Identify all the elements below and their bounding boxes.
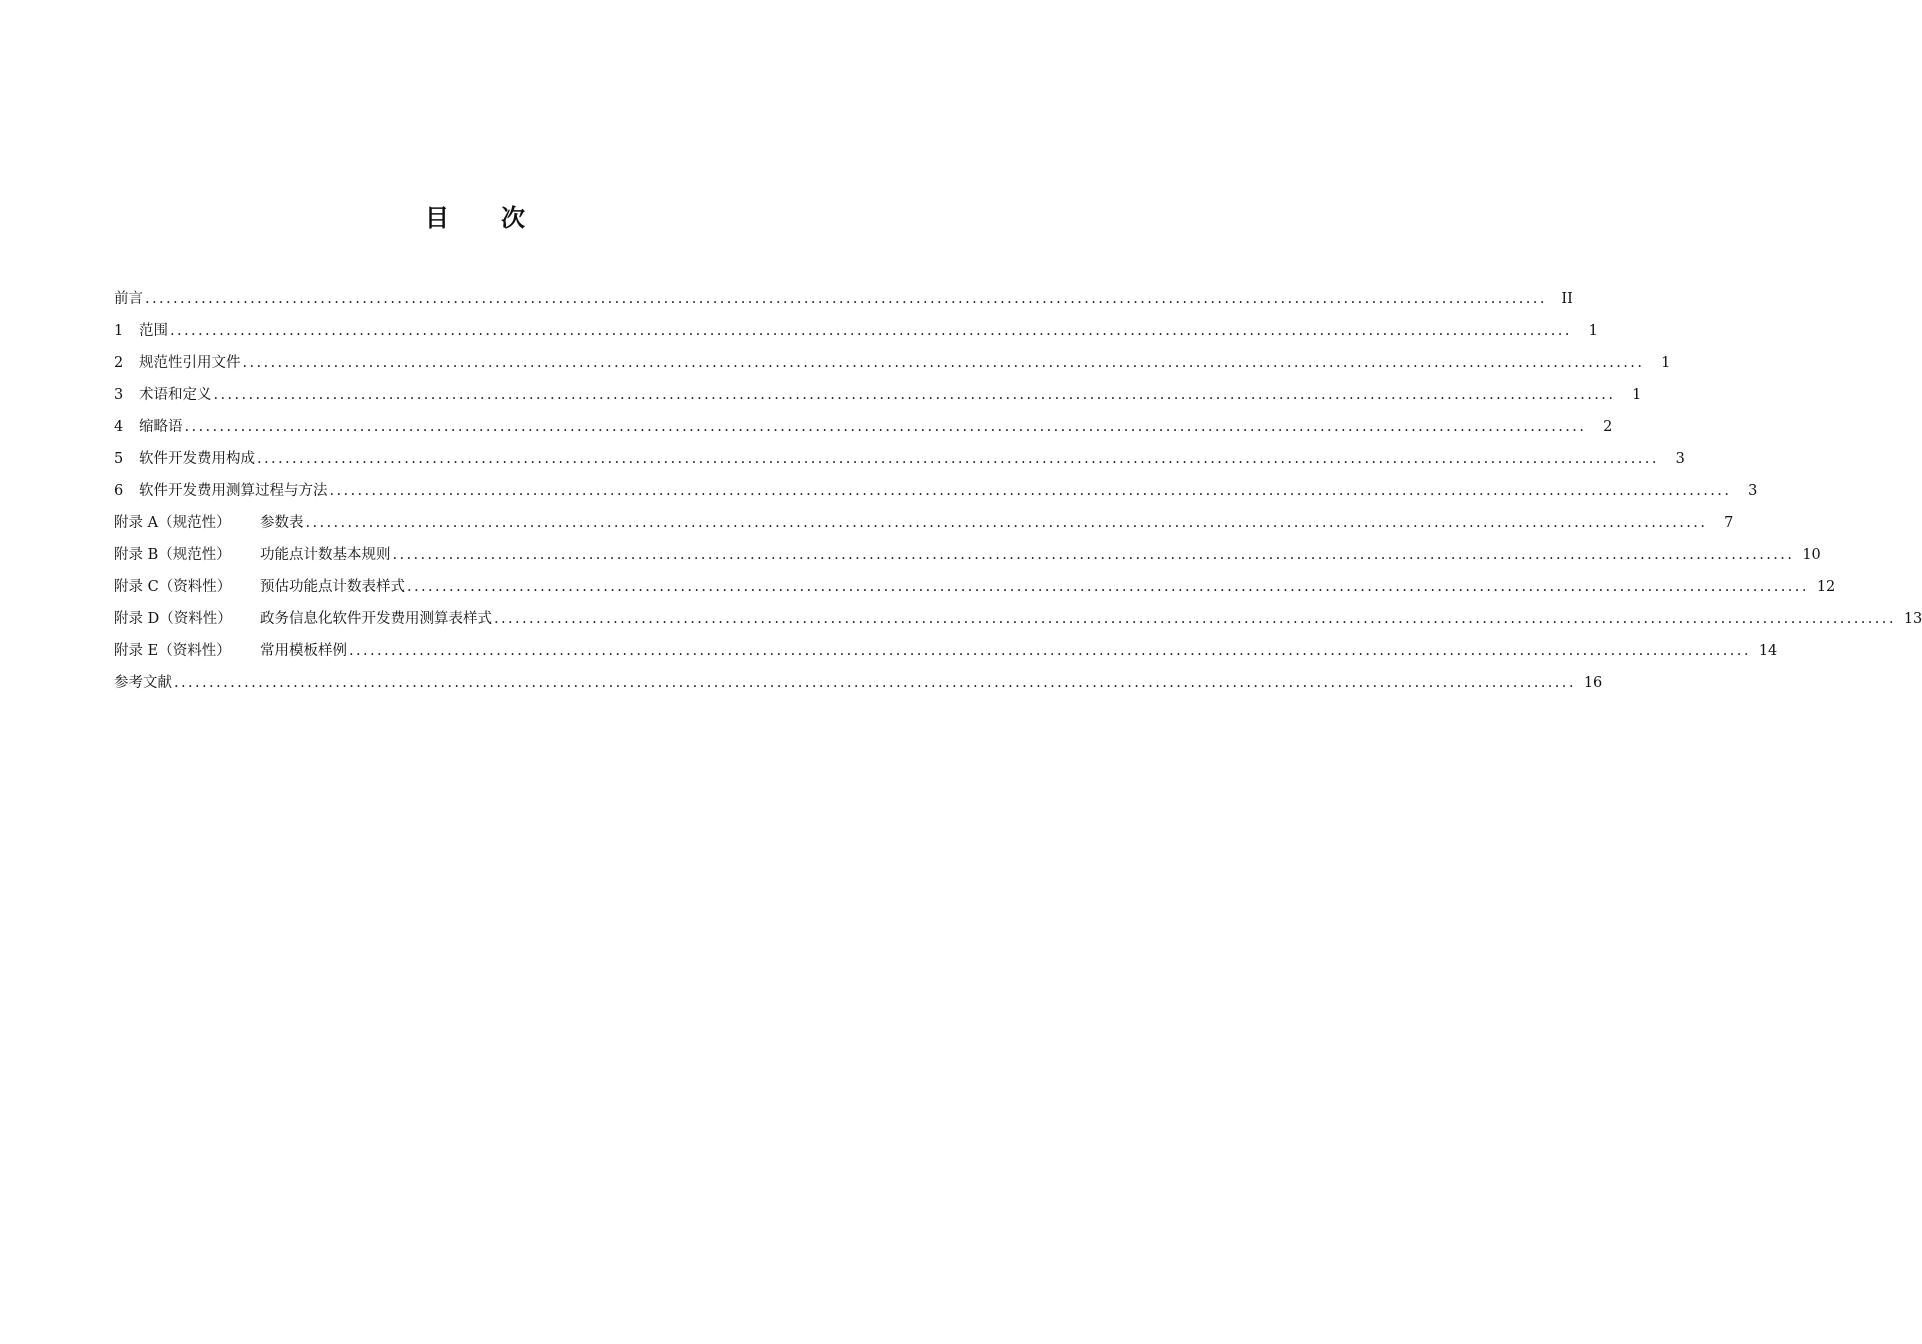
toc-entry-page-number: 13 xyxy=(1903,611,1922,627)
toc-entry-leader-dots: ........................................................................................................................................................................................................ xyxy=(349,643,1751,659)
toc-entry-label xyxy=(114,574,405,600)
toc-entry-appendix-prefix: 附录 B（规范性） xyxy=(114,547,231,563)
toc-entry-label xyxy=(114,638,347,664)
toc-entry-label xyxy=(114,382,212,408)
toc-entry-text: 缩略语 xyxy=(139,419,183,435)
toc-entry-page-number: 10 xyxy=(1802,547,1821,563)
toc-list xyxy=(114,286,1922,702)
toc-entry[interactable] xyxy=(114,478,1758,510)
toc-entry[interactable] xyxy=(114,542,1821,574)
toc-entry-appendix-prefix: 附录 C（资料性） xyxy=(114,579,232,595)
toc-entry[interactable] xyxy=(114,606,1922,638)
toc-entry-text: 范围 xyxy=(139,323,168,339)
toc-entry-page-number: 3 xyxy=(1748,483,1758,499)
toc-entry-text: 术语和定义 xyxy=(139,387,212,403)
toc-entry-page-number: 1 xyxy=(1661,355,1671,371)
toc-entry-label xyxy=(114,606,492,632)
toc-entry[interactable] xyxy=(114,670,1603,702)
toc-entry-leader-dots: ........................................................................................................................................................................................................ xyxy=(184,419,1587,435)
toc-entry-label xyxy=(114,350,241,376)
toc-entry[interactable] xyxy=(114,574,1836,606)
toc-entry-number: 2 xyxy=(114,355,124,371)
toc-entry-label xyxy=(114,510,304,536)
toc-entry-text: 软件开发费用构成 xyxy=(139,451,255,467)
toc-entry-text: 规范性引用文件 xyxy=(139,355,241,371)
toc-entry-leader-dots: ........................................................................................................................................................................................................ xyxy=(174,675,1576,691)
toc-entry-label xyxy=(114,286,143,312)
toc-title-char-2: 次 xyxy=(501,204,525,232)
toc-entry-label xyxy=(114,542,391,568)
toc-entry-leader-dots: ........................................................................................................................................................................................................ xyxy=(305,515,1708,531)
toc-entry-number: 6 xyxy=(114,483,124,499)
toc-entry-appendix-prefix: 附录 D（资料性） xyxy=(114,611,232,627)
toc-entry-text: 功能点计数基本规则 xyxy=(260,547,391,563)
toc-entry-number: 4 xyxy=(114,419,124,435)
toc-entry-page-number: 1 xyxy=(1588,323,1598,339)
toc-entry-page-number: II xyxy=(1561,291,1573,307)
toc-entry-page-number: 12 xyxy=(1816,579,1836,595)
toc-entry-leader-dots: ........................................................................................................................................................................................................ xyxy=(329,483,1732,499)
toc-entry-number: 5 xyxy=(114,451,124,467)
toc-entry-leader-dots: ........................................................................................................................................................................................................ xyxy=(145,291,1547,307)
toc-entry-label xyxy=(114,318,168,344)
toc-title xyxy=(0,198,950,233)
toc-entry[interactable] xyxy=(114,382,1642,414)
toc-entry[interactable] xyxy=(114,286,1573,318)
toc-entry-label xyxy=(114,478,328,504)
toc-entry-leader-dots: ........................................................................................................................................................................................................ xyxy=(494,611,1896,627)
toc-entry[interactable] xyxy=(114,350,1671,382)
toc-entry[interactable] xyxy=(114,510,1734,542)
toc-entry-text: 软件开发费用测算过程与方法 xyxy=(139,483,328,499)
toc-entry-number: 1 xyxy=(114,323,124,339)
toc-entry-text: 参数表 xyxy=(260,515,304,531)
toc-entry-leader-dots: ........................................................................................................................................................................................................ xyxy=(242,355,1645,371)
toc-entry-text: 前言 xyxy=(114,291,143,307)
toc-entry[interactable] xyxy=(114,446,1685,478)
toc-entry-page-number: 3 xyxy=(1675,451,1685,467)
toc-entry-page-number: 7 xyxy=(1724,515,1734,531)
toc-entry-text: 常用模板样例 xyxy=(260,643,347,659)
toc-entry-leader-dots: ........................................................................................................................................................................................................ xyxy=(170,323,1572,339)
toc-entry[interactable] xyxy=(114,638,1778,670)
toc-entry-appendix-prefix: 附录 E（资料性） xyxy=(114,643,231,659)
toc-entry-appendix-prefix: 附录 A（规范性） xyxy=(114,515,231,531)
toc-entry-page-number: 14 xyxy=(1758,643,1778,659)
toc-entry-text: 预估功能点计数表样式 xyxy=(260,579,405,595)
toc-entry-leader-dots: ........................................................................................................................................................................................................ xyxy=(407,579,1809,595)
toc-entry-label xyxy=(114,414,183,440)
toc-title-char-1: 目 xyxy=(425,204,449,232)
toc-entry-text: 政务信息化软件开发费用测算表样式 xyxy=(260,611,492,627)
toc-entry-leader-dots: ........................................................................................................................................................................................................ xyxy=(257,451,1659,467)
toc-entry-page-number: 2 xyxy=(1603,419,1613,435)
toc-entry-text: 参考文献 xyxy=(114,675,172,691)
toc-entry-page-number: 16 xyxy=(1583,675,1603,691)
toc-entry-number: 3 xyxy=(114,387,124,403)
toc-entry-label xyxy=(114,446,255,472)
toc-entry[interactable] xyxy=(114,414,1613,446)
toc-entry-label xyxy=(114,670,172,696)
toc-entry-page-number: 1 xyxy=(1632,387,1642,403)
toc-entry-leader-dots: ........................................................................................................................................................................................................ xyxy=(213,387,1616,403)
toc-entry-leader-dots: ........................................................................................................................................................................................................ xyxy=(392,547,1795,563)
toc-entry[interactable] xyxy=(114,318,1598,350)
